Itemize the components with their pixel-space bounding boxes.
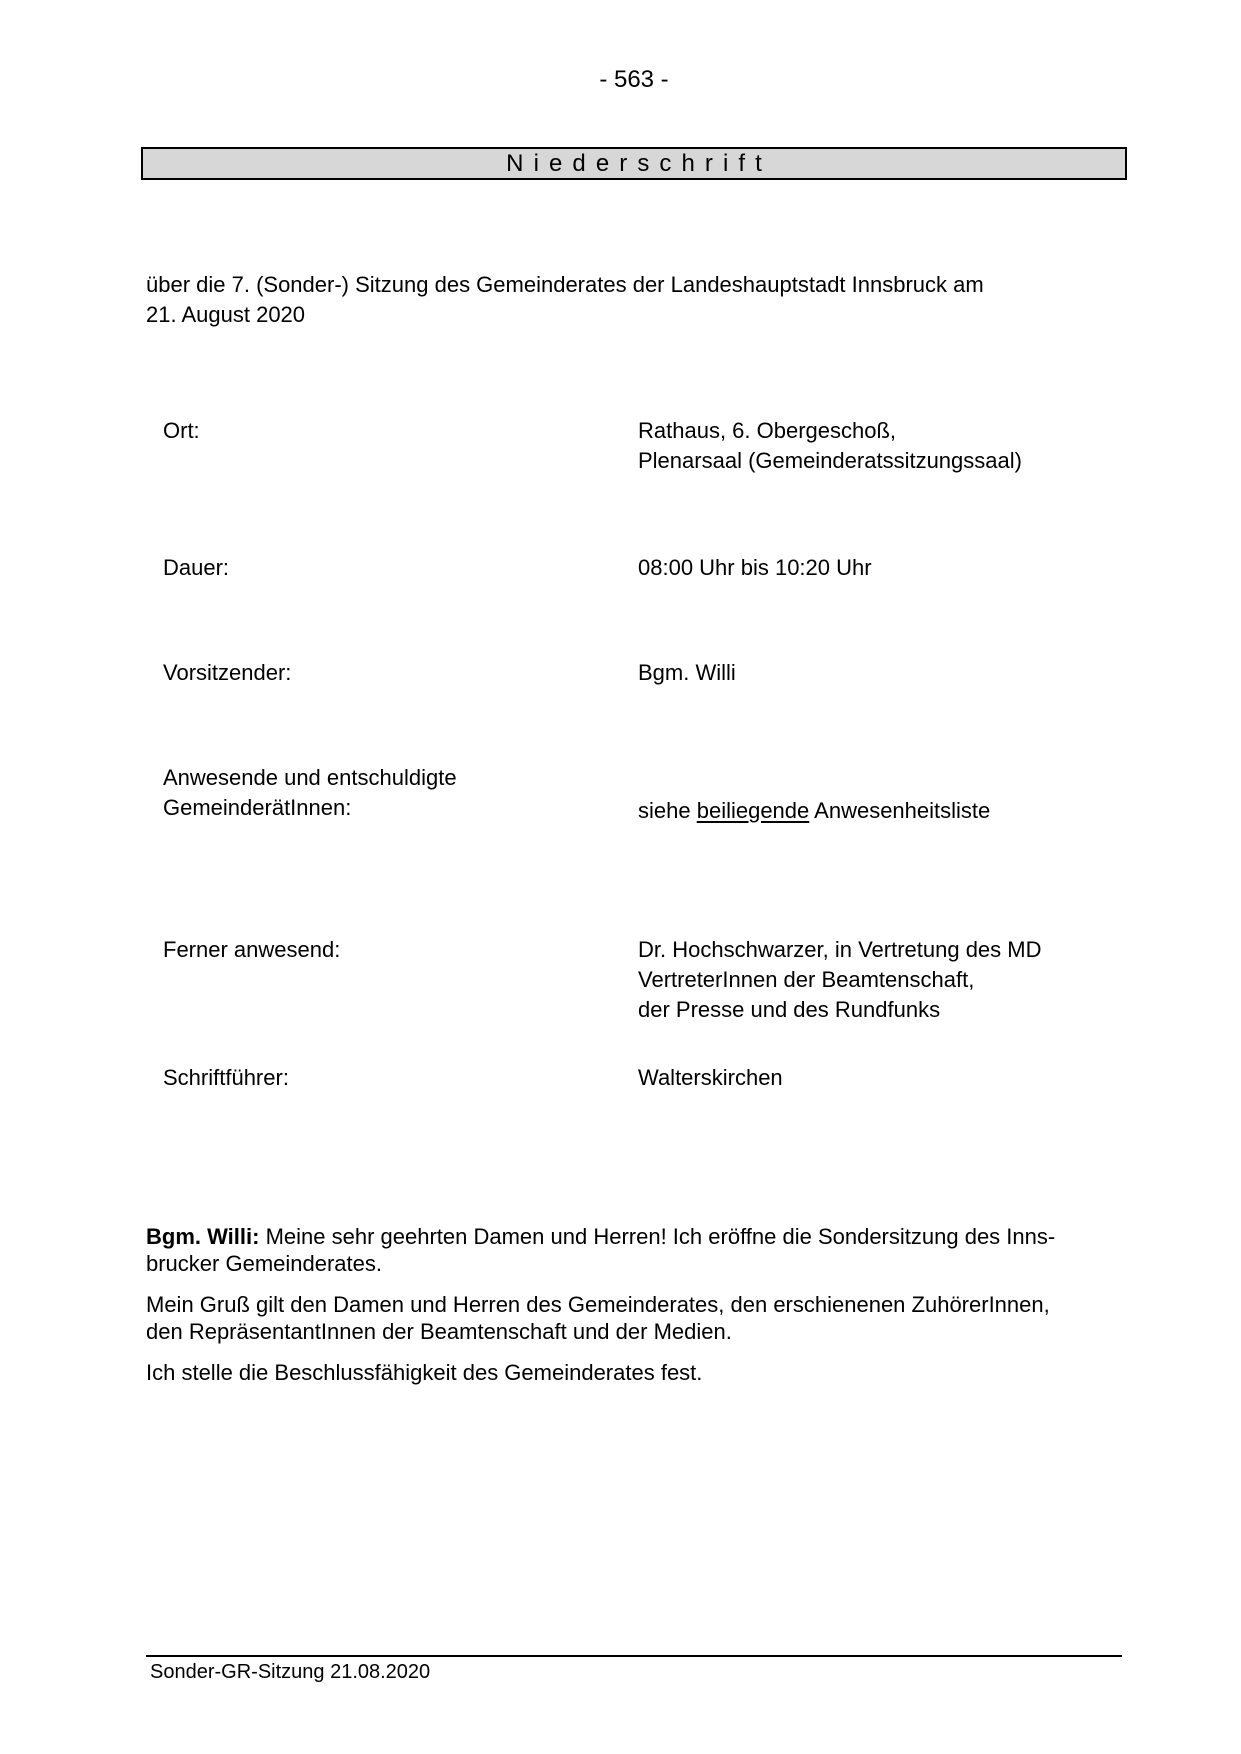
footer-divider [146,1655,1122,1657]
detail-row-schriftfuehrer [163,1063,783,1093]
detail-value-anwesende [638,796,990,826]
ort-line-2: Plenarsaal (Gemeinderatssitzungssaal) [638,448,1022,473]
speech-paragraph-2 [146,1291,1132,1345]
detail-label-ort: Ort: [163,418,200,443]
detail-label-vorsitzender: Vorsitzender: [163,660,292,685]
title-box [141,147,1127,180]
detail-row-ort [163,416,1022,476]
anwesende-value-underlined: beiliegende [696,798,810,823]
detail-row-anwesende [163,763,990,826]
anwesende-value-prefix: siehe [638,798,697,823]
detail-row-vorsitzender [163,658,736,688]
detail-label-ferner-anwesend: Ferner anwesend: [163,937,341,962]
detail-value-ferner-anwesend [638,935,1042,1025]
page-number: - 563 - [599,66,669,93]
detail-row-dauer [163,553,872,583]
intro-line-2: 21. August 2020 [146,302,306,327]
speech-paragraph-1 [146,1223,1132,1277]
detail-value-dauer: 08:00 Uhr bis 10:20 Uhr [638,555,872,580]
intro-paragraph [146,270,1136,330]
detail-value-vorsitzender: Bgm. Willi [638,660,736,685]
ort-line-1: Rathaus, 6. Obergeschoß, [638,418,897,443]
speech-paragraph-1-line-1: Meine sehr geehrten Damen und Herren! Ich eröffne die Sondersitzung des Inns- [259,1224,1056,1249]
detail-label-anwesende [163,763,638,823]
anwesende-label-line-2: GemeinderätInnen: [163,795,352,820]
intro-line-1: über die 7. (Sonder-) Sitzung des Gemeinderates der Landeshauptstadt Innsbruck am [146,272,984,297]
footer-text: Sonder-GR-Sitzung 21.08.2020 [150,1661,431,1683]
ferner-line-3: der Presse und des Rundfunks [638,997,941,1022]
speaker-name: Bgm. Willi: [146,1224,260,1249]
anwesende-label-line-1: Anwesende und entschuldigte [163,765,457,790]
detail-label-schriftfuehrer: Schriftführer: [163,1065,289,1090]
ferner-line-2: VertreterInnen der Beamtenschaft, [638,967,975,992]
detail-label-dauer: Dauer: [163,555,230,580]
speech-paragraph-3 [146,1359,1132,1386]
ferner-line-1: Dr. Hochschwarzer, in Vertretung des MD [638,937,1042,962]
speech-section [146,1223,1132,1400]
anwesende-value-suffix: Anwesenheitsliste [809,798,991,823]
speech-paragraph-2-line-1: Mein Gruß gilt den Damen und Herren des Gemeinderates, den erschienenen ZuhörerInnen, [146,1292,1050,1317]
speech-paragraph-1-line-2: brucker Gemeinderates. [146,1251,382,1276]
detail-value-ort [638,416,1022,476]
detail-value-schriftfuehrer: Walterskirchen [638,1065,783,1090]
speech-paragraph-3-line-1: Ich stelle die Beschlussfähigkeit des Gemeinderates fest. [146,1360,703,1385]
document-title: Niederschrift [506,149,772,177]
detail-row-ferner-anwesend [163,935,1042,1025]
speech-paragraph-2-line-2: den RepräsentantInnen der Beamtenschaft und der Medien. [146,1319,732,1344]
